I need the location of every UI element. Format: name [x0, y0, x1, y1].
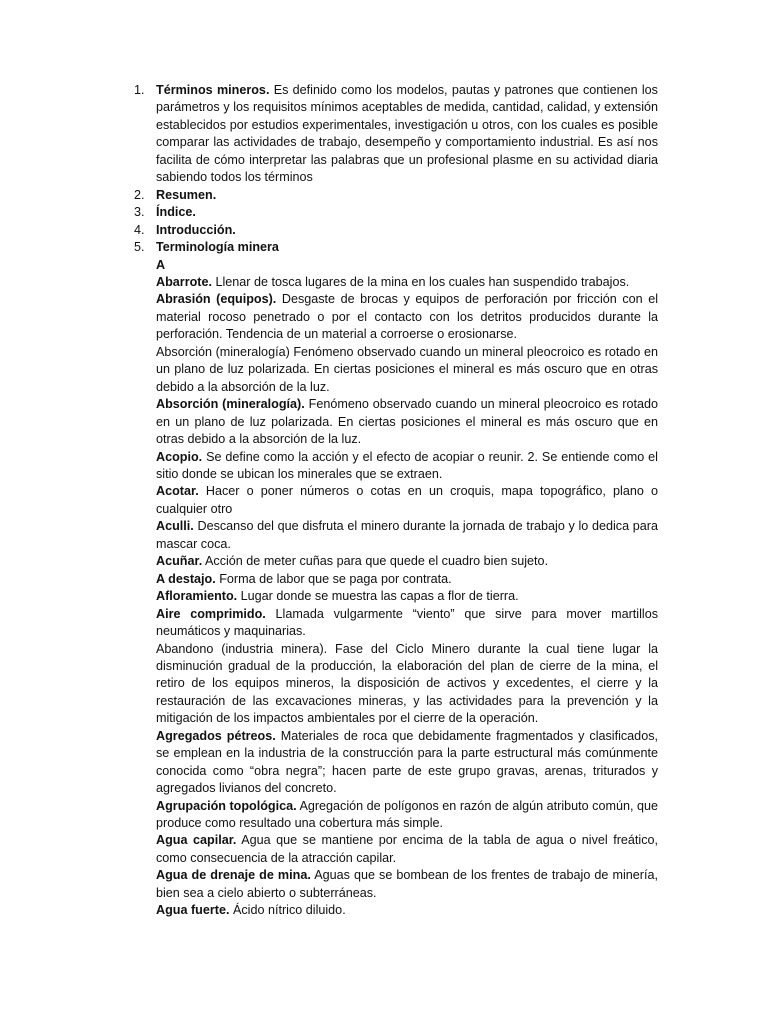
- entry-text: Llenar de tosca lugares de la mina en los cuales han suspendido trabajos.: [211, 274, 630, 289]
- glossary-entry: [156, 902, 658, 919]
- entry-text: Desgaste de brocas y equipos de perforación por fricción con el material rocoso penetrado o por el contacto con los detritos producidos durante la perforación. Tendencia de un material a corroerse o erosionarse.: [156, 292, 658, 342]
- glossary-entry: [156, 728, 658, 798]
- entry-term: Acotar.: [156, 484, 199, 499]
- entry-term: Afloramiento.: [156, 589, 238, 604]
- entry-text: Lugar donde se muestra las capas a flor de tierra.: [237, 589, 519, 604]
- entry-text: Agua que se mantiene por encima de la tabla de agua o nivel freático, como consecuencia de la atracción capilar.: [156, 833, 658, 865]
- entry-text: Materiales de roca que debidamente fragmentados y clasificados, se emplean en la industria de la construcción para la parte estructural más comúnmente conocida como “obra negra”; hacen parte de este grupo gravas, arenas, triturados y agregados livianos del concreto.: [156, 728, 658, 796]
- list-term: Términos mineros.: [156, 83, 270, 97]
- entry-term: Agua de drenaje de mina.: [156, 868, 311, 883]
- entry-term: Agrupación topológica.: [156, 798, 297, 813]
- list-number: 4.: [134, 222, 145, 237]
- entry-term: A destajo.: [156, 571, 216, 586]
- entry-text: Forma de labor que se paga por contrata.: [215, 571, 452, 586]
- entry-term: Acopio.: [156, 449, 203, 464]
- list-item: [0, 239, 768, 256]
- glossary-entry: [156, 274, 658, 291]
- glossary-entry: [156, 867, 658, 902]
- entry-term: Agregados pétreos.: [156, 728, 276, 743]
- glossary-entry: [156, 396, 658, 448]
- list-number: 3.: [134, 205, 145, 220]
- entry-text: Acción de meter cuñas para que quede el cuadro bien sujeto.: [202, 554, 549, 569]
- list-term: Índice.: [156, 205, 196, 220]
- list-item: [0, 222, 768, 239]
- list-text: Es definido como los modelos, pautas y patrones que contienen los parámetros y los requisitos mínimos aceptables de medida, cantidad, calidad, y extensión establecidos por estudios experimentales, investigación u otros, con los cuales es posible comparar las actividades de trabajo, desempeño y comportamiento industrial. Es así nos facilita de cómo interpretar las palabras que un profesional plasme en su actividad diaria sabiendo todos los términos: [156, 83, 658, 185]
- list-item: [0, 187, 768, 204]
- entry-term: Agua fuerte.: [156, 903, 230, 918]
- entry-text: Agregación de polígonos en razón de algún atributo común, que produce como resultado una cobertura más simple.: [156, 798, 658, 831]
- glossary-entry: [156, 588, 658, 605]
- glossary-entry: [156, 641, 658, 728]
- entry-term: Agua capilar.: [156, 833, 237, 848]
- section-letter: A: [156, 257, 166, 272]
- document-page: [0, 82, 768, 920]
- list-number: 2.: [134, 187, 145, 202]
- entry-term: Abrasión (equipos).: [156, 292, 277, 307]
- entry-text: Se define como la acción y el efecto de acopiar o reunir. 2. Se entiende como el sitio donde se ubican los minerales que se extraen.: [156, 449, 658, 481]
- glossary-body: [0, 257, 768, 920]
- glossary-entry: [156, 291, 658, 343]
- entry-text: Aguas que se bombean de los frentes de trabajo de minería, bien sea a cielo abierto o subterráneas.: [156, 868, 658, 900]
- glossary-entry: [156, 832, 658, 867]
- glossary-entry: [156, 483, 658, 518]
- entry-text: Ácido nítrico diluido.: [229, 903, 346, 918]
- glossary-entry: [156, 571, 658, 588]
- list-number: 1.: [134, 83, 145, 97]
- list-number: 5.: [134, 240, 145, 255]
- entry-term: Absorción (mineralogía).: [156, 397, 305, 412]
- numbered-list: [0, 82, 768, 257]
- glossary-entry: [156, 344, 658, 396]
- entry-text: Fenómeno observado cuando un mineral pleocroico es rotado en un plano de luz polarizada. En ciertas posiciones el mineral es más oscuro que en otras debido a la absorción de la luz.: [156, 397, 658, 447]
- glossary-entry: [156, 606, 658, 641]
- entry-term: Acuñar.: [156, 554, 203, 569]
- glossary-entry: [156, 518, 658, 553]
- entry-term: Abarrote.: [156, 274, 212, 289]
- list-term: Introducción.: [156, 222, 236, 237]
- entry-text: Abandono (industria minera). Fase del Ciclo Minero durante la cual tiene lugar la disminución gradual de la producción, la elaboración del plan de cierre de la mina, el retiro de los equipos mineros, la disposición de activos y excedentes, el cierre y la restauración de las excavaciones mineras, y las actividades para la prevención y la mitigación de los impactos ambientales por el cierre de la operación.: [156, 641, 658, 726]
- glossary-entry: [156, 449, 658, 484]
- list-term: Terminología minera: [156, 240, 279, 255]
- list-term: Resumen.: [156, 187, 217, 202]
- list-item: [0, 204, 768, 221]
- entry-text: Descanso del que disfruta el minero durante la jornada de trabajo y lo dedica para mascar coca.: [156, 519, 658, 551]
- entry-text: Llamada vulgarmente “viento” que sirve para mover martillos neumáticos y maquinarias.: [156, 606, 658, 639]
- glossary-entry: [156, 553, 658, 570]
- list-item: [0, 82, 768, 187]
- glossary-entry: [156, 798, 658, 833]
- entry-term: Aire comprimido.: [156, 606, 266, 621]
- entry-term: Aculli.: [156, 519, 194, 534]
- entry-text: Hacer o poner números o cotas en un croquis, mapa topográfico, plano o cualquier otro: [156, 484, 658, 516]
- entry-text: Absorción (mineralogía) Fenómeno observado cuando un mineral pleocroico es rotado en un plano de luz polarizada. En ciertas posiciones el mineral es más oscuro que en otras debido a la absorción de la luz.: [156, 344, 658, 394]
